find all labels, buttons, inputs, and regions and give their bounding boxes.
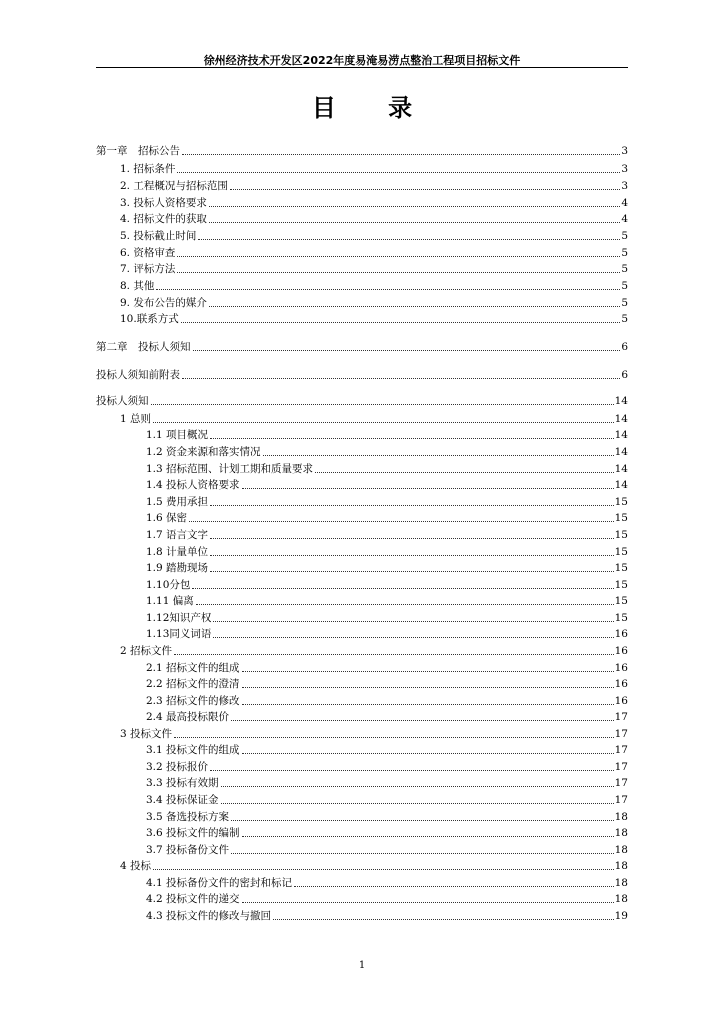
toc-entry-page: 14 xyxy=(614,446,628,458)
toc-entry-label: 3.4 投标保证金 xyxy=(146,794,219,806)
toc-entry-page: 6 xyxy=(621,341,628,353)
toc-entry[interactable] xyxy=(146,626,628,642)
toc-entry-label: 1.11 偏离 xyxy=(146,595,194,607)
toc-leader-dots xyxy=(242,901,614,903)
toc-entry-label: 2.2 招标文件的澄清 xyxy=(146,678,240,690)
toc-entry-label: 1.8 计量单位 xyxy=(146,546,209,558)
toc-entry[interactable] xyxy=(146,510,628,526)
toc-entry-page: 19 xyxy=(614,910,628,922)
toc-entry-label: 3.5 备选投标方案 xyxy=(146,811,230,823)
toc-entry[interactable] xyxy=(120,211,628,227)
toc-entry-label: 1.7 语言文字 xyxy=(146,529,209,541)
toc-entry[interactable] xyxy=(146,709,628,725)
toc-entry-page: 17 xyxy=(614,744,628,756)
toc-leader-dots xyxy=(156,288,620,290)
toc-leader-dots xyxy=(189,520,614,522)
toc-leader-dots xyxy=(213,636,613,638)
toc-entry[interactable] xyxy=(146,759,628,775)
toc-entry[interactable] xyxy=(146,908,628,924)
toc-leader-dots xyxy=(181,321,621,323)
toc-entry-page: 18 xyxy=(614,811,628,823)
toc-entry-page: 4 xyxy=(621,213,628,225)
toc-leader-dots xyxy=(153,868,614,870)
toc-entry-page: 5 xyxy=(621,230,628,242)
toc-entry-label: 第一章 招标公告 xyxy=(96,145,180,157)
toc-entry[interactable] xyxy=(120,228,628,244)
toc-entry-page: 14 xyxy=(614,395,628,407)
toc-entry[interactable] xyxy=(146,842,628,858)
toc-entry-page: 14 xyxy=(614,463,628,475)
toc-leader-dots xyxy=(151,403,614,405)
toc-entry-label: 7. 评标方法 xyxy=(120,263,176,275)
toc-leader-dots xyxy=(177,255,620,257)
toc-entry-page: 16 xyxy=(614,695,628,707)
toc-entry-page: 16 xyxy=(614,678,628,690)
toc-leader-dots xyxy=(213,620,613,622)
toc-entry[interactable] xyxy=(146,775,628,791)
toc-leader-dots xyxy=(242,670,614,672)
toc-entry[interactable] xyxy=(120,278,628,294)
toc-entry-page: 18 xyxy=(614,844,628,856)
toc-leader-dots xyxy=(242,703,614,705)
toc-leader-dots xyxy=(209,305,620,307)
toc-leader-dots xyxy=(315,471,614,473)
toc-entry-label: 2.1 招标文件的组成 xyxy=(146,662,240,674)
toc-leader-dots xyxy=(182,153,620,155)
toc-entry-page: 15 xyxy=(614,562,628,574)
toc-entry-page: 3 xyxy=(621,145,628,157)
toc-entry[interactable] xyxy=(120,261,628,277)
toc-entry-label: 3 投标文件 xyxy=(120,728,173,740)
toc-leader-dots xyxy=(231,719,614,721)
toc-entry-page: 5 xyxy=(621,280,628,292)
toc-leader-dots xyxy=(294,885,614,887)
toc-entry-page: 17 xyxy=(614,728,628,740)
toc-entry-page: 5 xyxy=(621,263,628,275)
toc-entry[interactable] xyxy=(146,825,628,841)
toc-entry-label: 3.6 投标文件的编制 xyxy=(146,827,240,839)
toc-entry[interactable] xyxy=(146,809,628,825)
toc-entry-label: 6. 资格审查 xyxy=(120,247,176,259)
toc-entry-page: 18 xyxy=(614,877,628,889)
toc-entry-label: 1.5 费用承担 xyxy=(146,496,209,508)
toc-leader-dots xyxy=(174,736,614,738)
document-header: 徐州经济技术开发区2022年度易淹易涝点整治工程项目招标文件 xyxy=(203,54,521,67)
toc-entry-page: 5 xyxy=(621,313,628,325)
toc-entry-label: 1.9 踏勘现场 xyxy=(146,562,209,574)
toc-entry-label: 1.3 招标范围、计划工期和质量要求 xyxy=(146,463,314,475)
toc-entry[interactable] xyxy=(96,393,628,409)
toc-entry[interactable] xyxy=(120,245,628,261)
toc-entry-label: 4 投标 xyxy=(120,860,152,872)
toc-entry[interactable] xyxy=(146,875,628,891)
toc-leader-dots xyxy=(177,271,620,273)
toc-entry-label: 3.2 投标报价 xyxy=(146,761,209,773)
toc-entry-label: 1. 招标条件 xyxy=(120,163,176,175)
toc-entry[interactable] xyxy=(120,178,628,194)
toc-entry[interactable] xyxy=(146,891,628,907)
toc-entry-label: 5. 投标截止时间 xyxy=(120,230,197,242)
toc-entry-page: 16 xyxy=(614,645,628,657)
toc-entry-page: 18 xyxy=(614,893,628,905)
toc-entry-page: 15 xyxy=(614,612,628,624)
toc-leader-dots xyxy=(230,188,620,190)
toc-entry[interactable] xyxy=(146,792,628,808)
toc-entry-label: 4.2 投标文件的递交 xyxy=(146,893,240,905)
toc-entry-label: 8. 其他 xyxy=(120,280,155,292)
toc-entry-page: 14 xyxy=(614,479,628,491)
toc-entry[interactable] xyxy=(120,858,628,874)
toc-entry-page: 5 xyxy=(621,297,628,309)
toc-entry-label: 4.3 投标文件的修改与撤回 xyxy=(146,910,272,922)
toc-entry-label: 2. 工程概况与招标范围 xyxy=(120,180,228,192)
toc-entry-page: 5 xyxy=(621,247,628,259)
toc-leader-dots xyxy=(192,587,613,589)
toc-leader-dots xyxy=(196,603,614,605)
toc-entry[interactable] xyxy=(146,593,628,609)
toc-leader-dots xyxy=(210,437,614,439)
toc-entry-page: 18 xyxy=(614,827,628,839)
page-title: 目 录 xyxy=(311,93,435,122)
toc-entry[interactable] xyxy=(120,411,628,427)
toc-leader-dots xyxy=(210,570,614,572)
toc-entry-label: 2.4 最高投标限价 xyxy=(146,711,230,723)
toc-entry[interactable] xyxy=(120,161,628,177)
toc-leader-dots xyxy=(210,504,614,506)
toc-leader-dots xyxy=(231,819,614,821)
toc-leader-dots xyxy=(177,171,620,173)
page-number: 1 xyxy=(358,960,366,971)
toc-entry[interactable] xyxy=(146,660,628,676)
toc-leader-dots xyxy=(221,785,614,787)
toc-entry-label: 1.12知识产权 xyxy=(146,612,212,624)
toc-entry-page: 16 xyxy=(614,662,628,674)
toc-entry-label: 4. 招标文件的获取 xyxy=(120,213,207,225)
toc-entry[interactable] xyxy=(96,367,628,383)
toc-entry-page: 15 xyxy=(614,512,628,524)
toc-entry[interactable] xyxy=(96,143,628,159)
toc-leader-dots xyxy=(209,221,620,223)
toc-leader-dots xyxy=(242,487,614,489)
toc-entry[interactable] xyxy=(120,311,628,327)
toc-entry[interactable] xyxy=(96,339,628,355)
toc-entry-page: 15 xyxy=(614,496,628,508)
toc-entry-page: 3 xyxy=(621,180,628,192)
toc-leader-dots xyxy=(209,205,620,207)
toc-leader-dots xyxy=(242,835,614,837)
toc-leader-dots xyxy=(263,454,614,456)
toc-entry-label: 1.4 投标人资格要求 xyxy=(146,479,240,491)
toc-entry[interactable] xyxy=(120,295,628,311)
toc-leader-dots xyxy=(198,238,620,240)
toc-entry-page: 17 xyxy=(614,761,628,773)
toc-entry-page: 15 xyxy=(614,579,628,591)
toc-entry-label: 1.1 项目概况 xyxy=(146,429,209,441)
toc-entry-label: 1 总则 xyxy=(120,413,152,425)
toc-entry-label: 第二章 投标人须知 xyxy=(96,341,191,353)
toc-entry-label: 3.1 投标文件的组成 xyxy=(146,744,240,756)
toc-entry[interactable] xyxy=(146,577,628,593)
toc-leader-dots xyxy=(221,802,614,804)
toc-leader-dots xyxy=(242,686,614,688)
toc-entry-label: 投标人须知 xyxy=(96,395,149,407)
toc-entry-label: 9. 发布公告的媒介 xyxy=(120,297,207,309)
toc-entry-label: 2.3 招标文件的修改 xyxy=(146,695,240,707)
toc-entry-label: 10.联系方式 xyxy=(120,313,179,325)
toc-entry-label: 4.1 投标备份文件的密封和标记 xyxy=(146,877,293,889)
toc-entry[interactable] xyxy=(146,676,628,692)
toc-entry[interactable] xyxy=(146,544,628,560)
toc-entry-label: 3. 投标人资格要求 xyxy=(120,197,207,209)
toc-leader-dots xyxy=(273,918,614,920)
toc-entry-page: 16 xyxy=(614,628,628,640)
toc-entry-page: 18 xyxy=(614,860,628,872)
toc-entry-page: 6 xyxy=(621,369,628,381)
toc-entry-page: 15 xyxy=(614,546,628,558)
toc-leader-dots xyxy=(193,349,621,351)
toc-leader-dots xyxy=(210,769,614,771)
toc-entry-label: 1.6 保密 xyxy=(146,512,188,524)
toc-entry[interactable] xyxy=(120,726,628,742)
toc-entry-label: 2 招标文件 xyxy=(120,645,173,657)
toc-leader-dots xyxy=(231,852,614,854)
toc-entry-page: 14 xyxy=(614,413,628,425)
toc-entry[interactable] xyxy=(146,494,628,510)
toc-entry[interactable] xyxy=(146,527,628,543)
toc-entry-page: 17 xyxy=(614,794,628,806)
toc-entry-label: 1.13同义词语 xyxy=(146,628,212,640)
toc-entry-label: 1.2 资金来源和落实情况 xyxy=(146,446,261,458)
toc-entry-label: 1.10分包 xyxy=(146,579,191,591)
toc-entry[interactable] xyxy=(146,444,628,460)
toc-entry-page: 15 xyxy=(614,595,628,607)
toc-entry[interactable] xyxy=(146,742,628,758)
toc-entry[interactable] xyxy=(120,643,628,659)
toc-entry-page: 17 xyxy=(614,711,628,723)
toc-entry-page: 3 xyxy=(621,163,628,175)
toc-entry-page: 14 xyxy=(614,429,628,441)
toc-entry[interactable] xyxy=(146,461,628,477)
toc-leader-dots xyxy=(153,421,614,423)
toc-entry[interactable] xyxy=(146,477,628,493)
toc-entry-page: 15 xyxy=(614,529,628,541)
toc-entry-label: 3.3 投标有效期 xyxy=(146,777,219,789)
toc-entry-label: 3.7 投标备份文件 xyxy=(146,844,230,856)
toc-entry[interactable] xyxy=(146,693,628,709)
toc-leader-dots xyxy=(242,752,614,754)
toc-entry[interactable] xyxy=(146,427,628,443)
toc-entry-page: 4 xyxy=(621,197,628,209)
toc-entry-page: 17 xyxy=(614,777,628,789)
toc-entry-label: 投标人须知前附表 xyxy=(96,369,180,381)
toc-entry[interactable] xyxy=(146,560,628,576)
toc-entry[interactable] xyxy=(146,610,628,626)
toc-leader-dots xyxy=(210,554,614,556)
toc-leader-dots xyxy=(174,653,614,655)
toc-leader-dots xyxy=(182,377,620,379)
toc-entry[interactable] xyxy=(120,195,628,211)
toc-leader-dots xyxy=(210,537,614,539)
